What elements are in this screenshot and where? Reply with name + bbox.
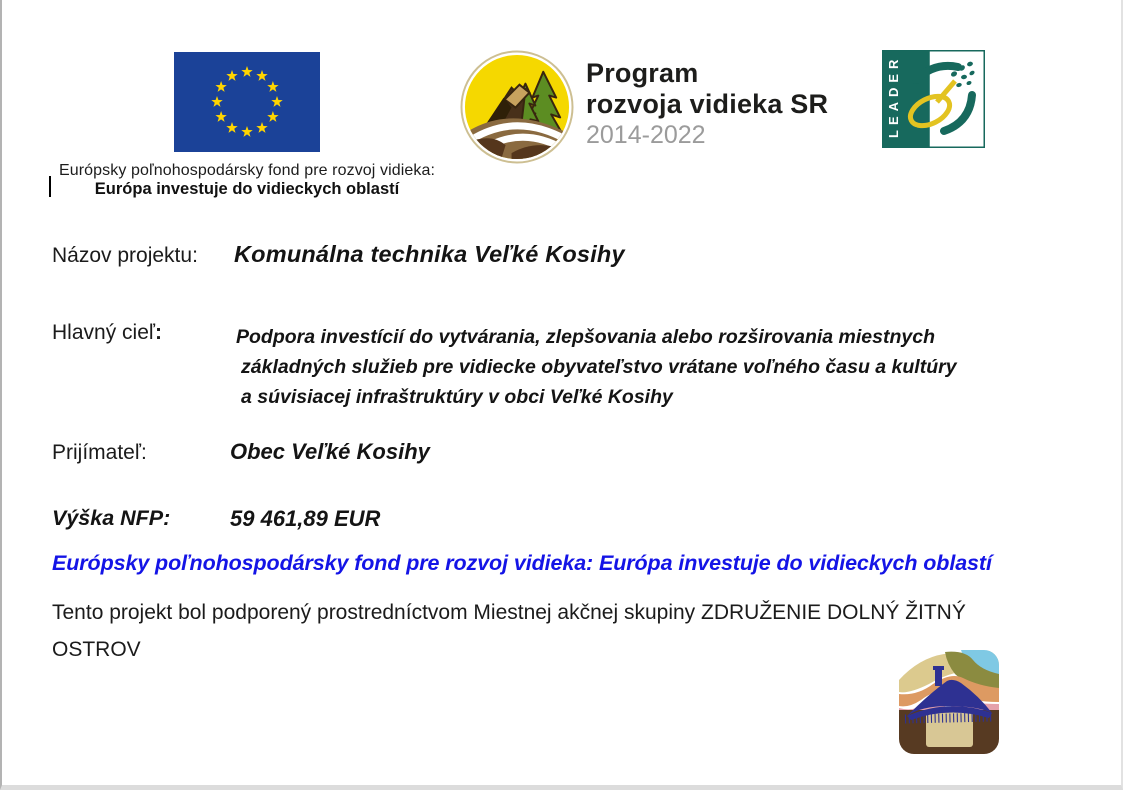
prv-text-block [586, 58, 828, 151]
eu-flag-icon [174, 52, 320, 152]
support-statement: Tento projekt bol podporený prostredníctvom Miestnej akčnej skupiny ZDRUŽENIE DOLNÝ ŽITNÝ OSTROV [52, 601, 966, 661]
main-goal-label [52, 321, 162, 345]
recipient-value: Obec Veľké Kosihy [230, 439, 430, 464]
nfp-value: 59 461,89 EUR [230, 506, 381, 531]
main-goal-line-1: Podpora investícií do vytvárania, zlepšovania alebo rozširovania miestnych [236, 326, 935, 348]
prv-title-line1: Program [586, 58, 699, 88]
prv-emblem-icon [460, 50, 574, 164]
main-goal-line-3: a súvisiacej infraštruktúry v obci Veľké Kosihy [241, 386, 673, 408]
prv-title-line2: rozvoja vidieka SR [586, 89, 829, 119]
text-cursor [49, 176, 51, 197]
leader-logo-text: LEADER [886, 54, 901, 138]
leader-logo-icon [882, 50, 985, 148]
main-goal-value [236, 322, 957, 412]
main-goal-line-2: základných služieb pre vidiecke obyvateľstvo vrátane voľného času a kultúry [241, 356, 957, 378]
recipient-label: Prijímateľ: [52, 441, 147, 464]
project-name-value: Komunálna technika Veľké Kosihy [234, 241, 625, 267]
prv-years: 2014-2022 [586, 121, 706, 149]
mas-house-logo-icon [899, 650, 999, 754]
project-name-label: Názov projektu: [52, 244, 198, 267]
nfp-label: Výška NFP: [52, 506, 171, 530]
main-goal-colon: : [155, 321, 162, 344]
main-goal-label-text: Hlavný cieľ [52, 321, 155, 344]
eu-caption-line2: Európa investuje do vidieckych oblastí [94, 180, 400, 198]
eu-logo-block [54, 52, 440, 199]
fund-statement: Európsky poľnohospodársky fond pre rozvoj vidieka: Európa investuje do vidieckych oblastí [52, 551, 992, 575]
eu-caption-line1: Európsky poľnohospodársky fond pre rozvoj vidieka: [58, 162, 436, 179]
